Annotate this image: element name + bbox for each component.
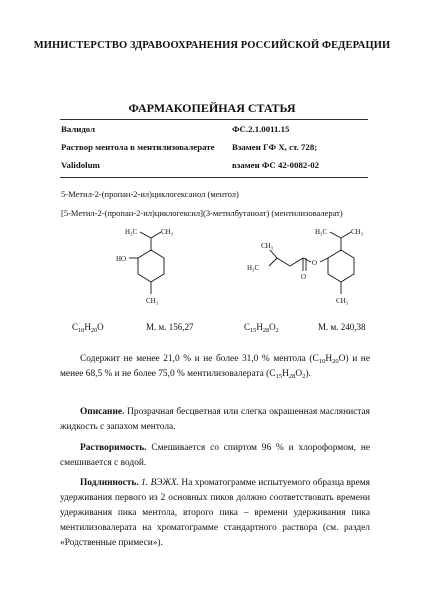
- isovalerate-ch3-bottom-label: CH₃: [336, 297, 349, 305]
- menthol-formula: [72, 322, 104, 332]
- isovalerate-ch3-left-label: CH₃: [261, 242, 274, 250]
- isovalerate-formula: [244, 322, 279, 332]
- meta-name-latin: Validolum: [61, 160, 100, 170]
- formula-part: O: [269, 322, 276, 332]
- formula-part: C: [244, 322, 251, 332]
- formula-sub: 28: [262, 327, 270, 334]
- text-run: Содержит не менее 21,0 % и не более 31,0 % ментола (C: [80, 354, 319, 364]
- authenticity-text: На хроматограмме испытуемого образца время удерживания первого из 2 основных пиков должно соответствовать времени удерживания пика ментола, второго пика – времени удерживания пика ментилизовалерата на хроматограмме стандартного раствора (см. раздел «Родственные примеси»).: [60, 478, 370, 548]
- text-run: O: [295, 369, 303, 379]
- isovalerate-carbonyl-o-label: O: [301, 273, 307, 281]
- ministry-header: МИНИСТЕРСТВО ЗДРАВООХРАНЕНИЯ РОССИЙСКОЙ ФЕДЕРАЦИИ: [33, 40, 391, 51]
- text-sub: 10: [318, 358, 326, 365]
- text-sub: 20: [332, 358, 339, 365]
- formula-part: H: [84, 322, 91, 332]
- menthol-structure: [95, 228, 205, 313]
- divider-top: [60, 119, 368, 120]
- article-type-title: ФАРМАКОПЕЙНАЯ СТАТЬЯ: [128, 101, 296, 115]
- isovalerate-ester-o-label: O: [312, 259, 318, 267]
- text-run: H: [282, 369, 289, 379]
- text-sub: 15: [275, 373, 283, 380]
- description-label: Описание.: [80, 407, 125, 417]
- divider-bottom: [60, 177, 368, 178]
- authenticity-label: Подлинность.: [80, 478, 139, 488]
- solubility-label: Растворимость.: [80, 443, 147, 453]
- formula-sub: 20: [90, 327, 98, 334]
- meta-replaces-1: Взамен ГФ X, ст. 728;: [232, 142, 318, 152]
- text-run: ).: [305, 369, 311, 379]
- description-paragraph: [60, 405, 370, 435]
- text-run: O) и не менее 68,5 % и не более 75,0 % ментилизовалерата (C: [60, 354, 370, 379]
- text-run: H: [325, 354, 333, 364]
- isovalerate-h3c-top-label: H₃C: [315, 228, 328, 236]
- formula-part: H: [256, 322, 263, 332]
- isovalerate-molar-mass: М. м. 240,38: [318, 322, 366, 332]
- formula-sub: 15: [250, 327, 257, 334]
- formula-sub: 2: [275, 327, 279, 334]
- menthol-h3c-label: H₃C: [125, 228, 138, 236]
- authenticity-paragraph: [60, 476, 370, 551]
- text-sub: 2: [302, 373, 306, 380]
- meta-name-ru: Валидол: [61, 124, 96, 134]
- solubility-paragraph: [60, 441, 370, 471]
- meta-description-ru: Раствор ментола в ментилизовалерате: [61, 142, 215, 152]
- menthol-ho-label: HO: [116, 255, 127, 263]
- text-sub: 28: [288, 373, 296, 380]
- isovalerate-ch3-top-label: CH₃: [351, 228, 364, 236]
- menthyl-isovalerate-structure: [225, 228, 375, 313]
- authenticity-method: 1. ВЭЖХ.: [138, 478, 179, 488]
- chemical-name-menthol: 5-Метил-2-(пропан-2-ил)циклогексанол (ментол): [61, 189, 239, 199]
- meta-replaces-2: взамен ФС 42-0082-02: [232, 160, 320, 170]
- formula-sub: 10: [78, 327, 85, 334]
- menthol-ch3-top-label: CH₃: [161, 228, 174, 236]
- menthol-ch3-bottom-label: CH₃: [146, 297, 159, 305]
- meta-fs-number: ФС.2.1.0011.15: [232, 124, 290, 134]
- formula-part: O: [97, 322, 104, 332]
- solubility-text: Смешивается со спиртом 96 % и хлороформом, не смешивается с водой.: [60, 443, 370, 468]
- chemical-name-menthyl-isovalerate: [5-Метил-2-(пропан-2-ил)циклогексил](3-метилбутаноат) (ментилизовалерат): [61, 208, 343, 218]
- formula-part: C: [72, 322, 79, 332]
- isovalerate-h3c-left-label: H₃C: [247, 264, 260, 272]
- description-text: Прозрачная бесцветная или слегка окрашенная маслянистая жидкость с запахом ментола.: [60, 407, 370, 432]
- menthol-molar-mass: М. м. 156,27: [146, 322, 194, 332]
- composition-paragraph: [60, 352, 370, 382]
